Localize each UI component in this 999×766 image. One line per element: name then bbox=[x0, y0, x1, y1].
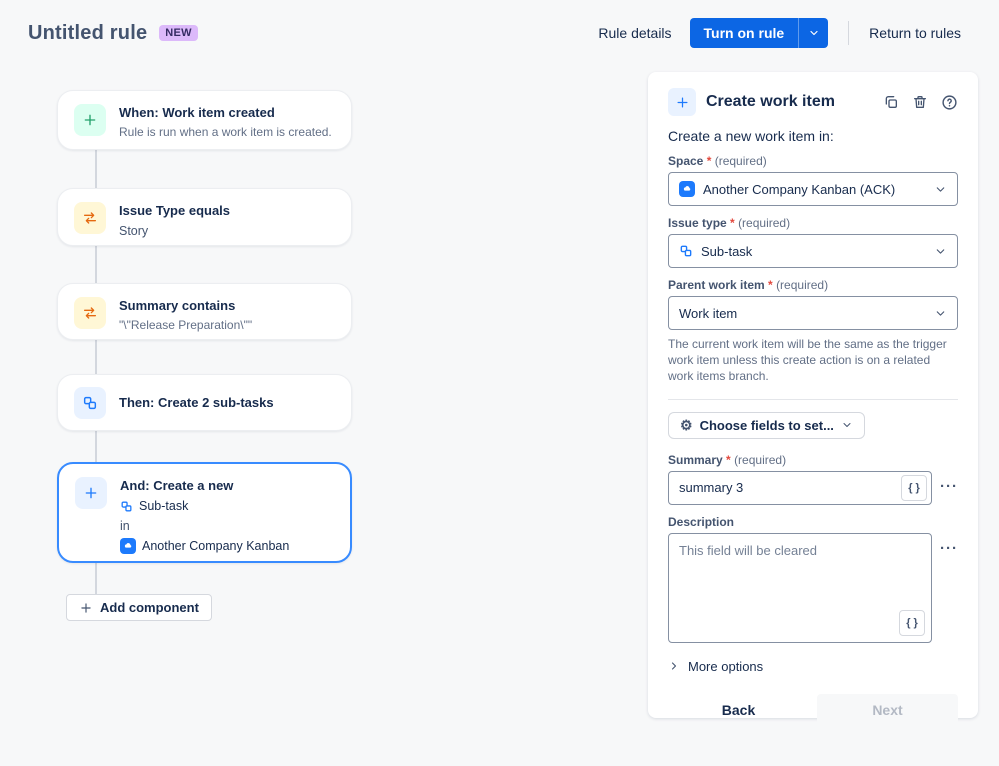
description-label: Description bbox=[668, 514, 735, 529]
chevron-down-icon bbox=[841, 419, 853, 431]
gear-icon: ⚙ bbox=[680, 417, 693, 434]
description-textarea[interactable] bbox=[669, 534, 931, 642]
chevron-down-icon bbox=[934, 183, 947, 196]
next-button[interactable]: Next bbox=[817, 694, 958, 726]
space-label: Space * (required) bbox=[668, 154, 767, 168]
choose-fields-button[interactable] bbox=[668, 412, 865, 439]
issue-type-label: Issue type * (required) bbox=[668, 216, 791, 230]
swap-arrows-icon bbox=[74, 202, 106, 234]
description-row bbox=[668, 533, 958, 643]
chevron-right-icon bbox=[668, 660, 680, 672]
trash-icon bbox=[912, 94, 928, 110]
project-avatar-icon bbox=[679, 181, 695, 197]
header-divider bbox=[848, 21, 849, 45]
required-asterisk: * bbox=[768, 278, 773, 292]
panel-footer bbox=[668, 694, 958, 726]
plus-icon bbox=[79, 601, 93, 615]
add-component-button[interactable] bbox=[66, 594, 212, 621]
copy-icon bbox=[883, 94, 899, 110]
card-title: Summary contains bbox=[119, 298, 236, 313]
add-component-label: Add component bbox=[100, 600, 199, 615]
plus-icon bbox=[74, 104, 106, 136]
choose-fields-label: Choose fields to set... bbox=[699, 417, 834, 433]
parent-work-item-label: Parent work item * (required) bbox=[668, 278, 829, 292]
chevron-down-icon bbox=[808, 27, 820, 39]
parent-work-item-select[interactable] bbox=[668, 296, 958, 330]
subtask-icon bbox=[120, 500, 133, 513]
rule-details-button[interactable]: Rule details bbox=[588, 19, 681, 47]
required-asterisk: * bbox=[730, 216, 735, 230]
workflow-card-action-subtasks[interactable] bbox=[57, 374, 352, 431]
summary-input[interactable] bbox=[669, 480, 901, 495]
plus-icon bbox=[668, 88, 696, 116]
section-divider bbox=[668, 399, 958, 400]
required-asterisk: * bbox=[706, 154, 712, 168]
required-asterisk: * bbox=[726, 452, 731, 467]
project-avatar-icon bbox=[120, 538, 136, 554]
create-work-item-panel bbox=[648, 72, 978, 718]
description-more-button[interactable]: ··· bbox=[940, 533, 958, 556]
turn-on-rule-button[interactable]: Turn on rule bbox=[690, 18, 799, 48]
return-to-rules-button[interactable]: Return to rules bbox=[859, 19, 971, 47]
duplicate-button[interactable] bbox=[883, 94, 899, 110]
smart-values-braces-icon[interactable]: { } bbox=[901, 475, 927, 501]
card-text bbox=[120, 477, 290, 553]
card-in-word: in bbox=[120, 519, 130, 533]
card-item-type-row bbox=[120, 497, 289, 515]
page-title: Untitled rule bbox=[28, 21, 148, 44]
card-subtitle: "\"Release Preparation\"" bbox=[119, 318, 253, 332]
space-select-value: Another Company Kanban (ACK) bbox=[703, 181, 896, 197]
card-subtitle: Rule is run when a work item is created. bbox=[119, 125, 332, 139]
summary-more-button[interactable]: ··· bbox=[940, 471, 958, 494]
help-icon bbox=[941, 94, 958, 111]
parent-select-value: Work item bbox=[679, 305, 738, 321]
workflow-card-trigger[interactable] bbox=[57, 90, 352, 150]
issue-type-select[interactable] bbox=[668, 234, 958, 268]
card-subtitle: Story bbox=[119, 224, 149, 238]
summary-row bbox=[668, 471, 958, 505]
swap-arrows-icon bbox=[74, 297, 106, 329]
chevron-down-icon bbox=[934, 245, 947, 258]
panel-actions bbox=[883, 94, 958, 111]
card-title: Issue Type equals bbox=[119, 203, 231, 218]
workflow-card-action-create-new-selected[interactable] bbox=[57, 462, 352, 563]
new-badge: NEW bbox=[159, 25, 198, 41]
back-button[interactable]: Back bbox=[668, 694, 809, 726]
turn-on-rule-split-button bbox=[690, 18, 829, 48]
panel-header bbox=[668, 88, 958, 116]
plus-icon bbox=[75, 477, 107, 509]
panel-intro: Create a new work item in: bbox=[668, 128, 834, 144]
panel-title: Create work item bbox=[706, 93, 835, 110]
workflow-card-condition-summary[interactable] bbox=[57, 283, 352, 340]
parent-help-text: The current work item will be the same as the trigger work item unless this create action is on a related work items branch. bbox=[668, 337, 947, 384]
card-title: And: Create a new bbox=[120, 478, 234, 493]
card-title: Then: Create 2 sub-tasks bbox=[119, 394, 274, 410]
chevron-down-icon bbox=[934, 307, 947, 320]
card-text bbox=[119, 297, 253, 332]
top-bar-actions bbox=[588, 18, 971, 48]
top-bar bbox=[0, 0, 999, 66]
workflow-card-condition-issue-type[interactable] bbox=[57, 188, 352, 246]
summary-label: Summary * (required) bbox=[668, 452, 787, 467]
subtask-icon bbox=[74, 387, 106, 419]
card-text bbox=[119, 104, 332, 139]
smart-values-braces-icon[interactable]: { } bbox=[899, 610, 925, 636]
card-title: When: Work item created bbox=[119, 105, 275, 120]
delete-button[interactable] bbox=[912, 94, 928, 110]
summary-input-wrap bbox=[668, 471, 932, 505]
issue-type-select-value: Sub-task bbox=[701, 243, 753, 259]
space-select[interactable] bbox=[668, 172, 958, 206]
more-options-toggle[interactable] bbox=[668, 659, 763, 674]
turn-on-rule-dropdown-button[interactable] bbox=[798, 18, 828, 48]
more-options-label: More options bbox=[688, 658, 764, 674]
card-text bbox=[119, 202, 231, 238]
card-item-type: Sub-task bbox=[139, 499, 189, 513]
subtask-icon bbox=[679, 244, 693, 258]
help-button[interactable] bbox=[941, 94, 958, 111]
description-textarea-wrap bbox=[668, 533, 932, 643]
card-project-row bbox=[120, 537, 289, 555]
card-project-name: Another Company Kanban bbox=[142, 539, 290, 553]
card-text bbox=[119, 394, 274, 412]
